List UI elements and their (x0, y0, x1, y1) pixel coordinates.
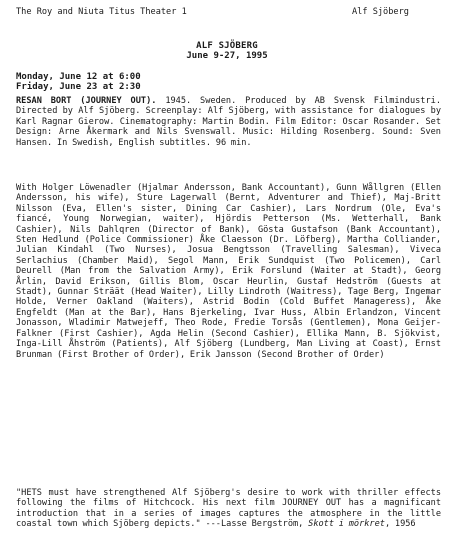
film-title: RESAN BORT (JOURNEY OUT). (16, 96, 157, 106)
critic-quote (16, 488, 441, 530)
quote-attribution: ---Lasse Bergström, (205, 519, 304, 530)
cast-list: With Holger Löwenadler (Hjalmar Andersson, Bank Accountant), Gunn Wållgren (Ellen Andersson, his wife), Sture Lagerwall (Bernt, Adventurer and Thief), Maj-Britt Nilsson (Eva, Ellen's sister, Dining Car Cashier), Lars Nordrum (Ole, Eva's fiancé, Young Norwegian, waiter), Hjördis Petterson (Ms. Wetterhall, Bank Cashier), Nils Dahlqren (Director of Bank), Gösta Gustafson (Bank Accountant), Sten Hedlund (Police Commissioner) Åke Claesson (Dr. Löfberg), Martha Colliander, Julian Kindahl (Two Nurses), Josua Bengtsson (Travelling Salesman), Viveca Serlachius (Chamber Maid), Segol Mann, Erik Sundquist (Two Policemen), Carl Deurell (Man from the Salvation Army), Erik Forslund (Waiter at Stadt), Georg Årlin, David Erikson, Gillis Blom, Oscar Heurlin, Gustaf Hedström (Guests at Stadt), Gunnar Sträät (Head Waiter), Lilly Lindroth (Waitress), Tage Berg, Ingemar Holde, Verner Oakland (Waiters), Astrid Bodin (Cold Buffet Manageress), Åke Engfeldt (Man at the Bar), Hans Bjerkeling, Ivar Huss, Albin Erlandzon, Vincent Jonasson, Wladimir Matwejeff, Theo Rode, Fredie Torsås (Gentlemen), Mona Geijer-Falkner (First Cashier), Agda Helin (Second Cashier), Ellika Mann, B. Sjökvist, Inga-Lill Åhström (Patients), Alf Sjöberg (Lundberg, Man Living at Coast), Ernst Brunman (First Brother of Order), Erik Jansson (Second Brother of Order) (16, 183, 441, 360)
showtime-2: Friday, June 23 at 2:30 (16, 82, 141, 92)
series-header: Alf Sjöberg (352, 7, 409, 17)
quote-text: "HETS must have strengthened Alf Sjöberg's desire to work with thriller effects following the films of Hitchcock. His next film JOURNEY OUT has a magnificant introduction that in a series of images captures the atmosphere in the little coastal town which Sjöberg depicts." (16, 488, 441, 530)
film-entry (16, 96, 441, 148)
program-dates: June 9-27, 1995 (186, 51, 268, 61)
showtime-1: Monday, June 12 at 6:00 (16, 72, 141, 82)
quote-source: Skott i mörkret (308, 519, 385, 530)
program-title: ALF SJÖBERG (196, 41, 258, 51)
venue-header: The Roy and Niuta Titus Theater 1 (16, 7, 187, 17)
film-description: 1945. Sweden. Produced by AB Svensk Filmindustri. Directed by Alf Sjöberg. Screenplay: Alf Sjöberg, with assistance for dialogues by Karl Ragnar Gierow. Cinematography: Martin Bodin. Film Editor: Oscar Rosander. Set Design: Arne Åkermark and Nils Svenswall. Music: Hilding Rosenberg. Sound: Sven Hansen. In Swedish, English subtitles. 96 min. (16, 96, 441, 148)
quote-year: , 1956 (384, 519, 416, 530)
